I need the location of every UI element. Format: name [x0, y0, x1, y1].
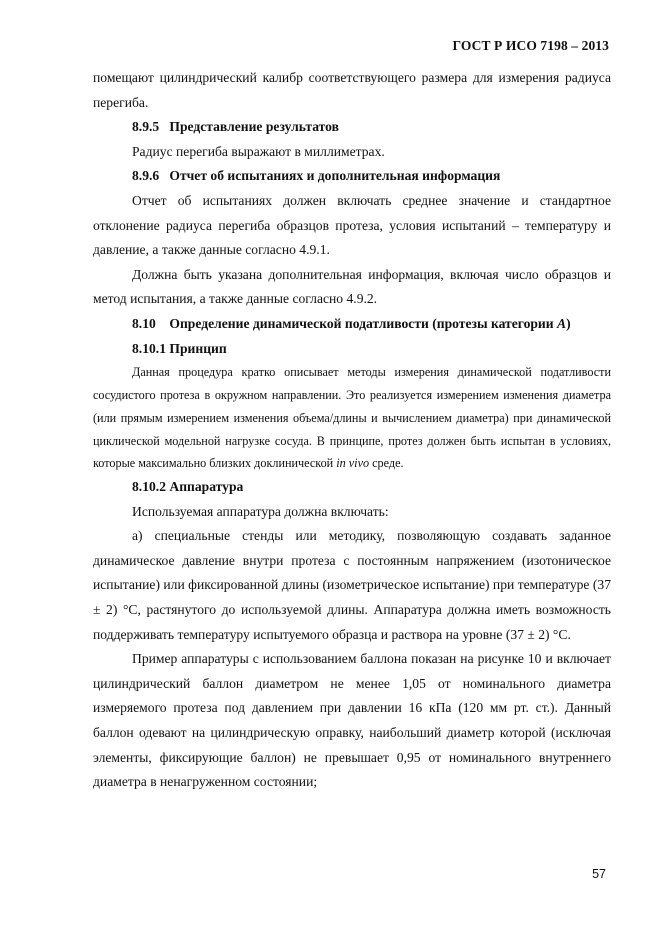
- section-number: 8.9.6: [132, 168, 160, 184]
- section-heading-8-9-5: [93, 115, 611, 140]
- paragraph: Пример аппаратуры с использованием баллона показан на рисунке 10 и включает цилиндрический баллон диаметром не менее 1,05 от номинального диаметра измеряемого протеза под давлением при давлении 16 кПа (120 мм рт. ст.). Данный баллон одевают на цилиндрическую оправку, наибольший диаметр которой (исключая элементы, фиксирующие баллон) не превышает 0,95 от номинального внутреннего диаметра в ненагруженном состоянии;: [93, 651, 611, 790]
- document-body: [93, 66, 611, 795]
- paragraph: Используемая аппаратура должна включать:: [132, 503, 389, 519]
- paragraph-text: Данная процедура кратко описывает методы измерения динамической податливости сосудистого протеза в окружном направлении. Это реализуется измерением изменения диаметра (или прямым измерением изменения объема/длины и вычислением диаметра) при динамической циклической модельной нагрузке сосуда. В принципе, протез должен быть испытан в условиях, которые максимально близких доклинической: [93, 365, 611, 471]
- section-heading-8-10-1: [93, 337, 611, 362]
- section-title: Принцип: [169, 340, 227, 356]
- section-number: 8.9.5: [132, 119, 160, 135]
- section-heading-8-9-6: [93, 164, 611, 189]
- section-title: Определение динамической податливости (протезы категории: [169, 315, 557, 331]
- section-title: Аппаратура: [169, 479, 244, 495]
- section-title-end: ): [566, 315, 571, 331]
- paragraph-continuation: помещают цилиндрический калибр соответствующего размера для измерения радиуса перегиба.: [93, 70, 611, 110]
- section-number: 8.10.2: [132, 479, 166, 495]
- paragraph: Отчет об испытаниях должен включать среднее значение и стандартное отклонение радиуса перегиба образцов протеза, условия испытаний – температуру и давление, а также данные согласно 4.9.1.: [93, 192, 611, 258]
- section-title: Отчет об испытаниях и дополнительная информация: [169, 168, 501, 184]
- section-heading-8-10-2: [93, 475, 611, 500]
- section-number: 8.10: [132, 315, 156, 331]
- section-heading-8-10: [93, 312, 611, 337]
- section-number: 8.10.1: [132, 340, 166, 356]
- paragraph: Должна быть указана дополнительная информация, включая число образцов и метод испытания, а также данные согласно 4.9.2.: [93, 266, 611, 307]
- list-item-a: а) специальные стенды или методику, позволяющую создавать заданное динамическое давление внутри протеза с постоянным напряжением (изотоническое испытание) или фиксированной длины (изометрическое испытание) при температуре (37 ± 2) °С, растянутого до используемой длины. Аппаратура должна иметь возможность поддерживать температуру испытуемого образца и раствора на уровне (37 ± 2) °С.: [93, 528, 611, 642]
- paragraph: Радиус перегиба выражают в миллиметрах.: [132, 143, 385, 159]
- paragraph-italic: in vivo: [336, 456, 370, 471]
- page-number: 57: [592, 867, 606, 881]
- paragraph-principle: [93, 361, 611, 475]
- paragraph-text-end: среде.: [369, 456, 404, 471]
- section-title: Представление результатов: [169, 119, 339, 135]
- section-title-italic: А: [557, 315, 567, 331]
- document-code-header: ГОСТ Р ИСО 7198 – 2013: [452, 38, 609, 53]
